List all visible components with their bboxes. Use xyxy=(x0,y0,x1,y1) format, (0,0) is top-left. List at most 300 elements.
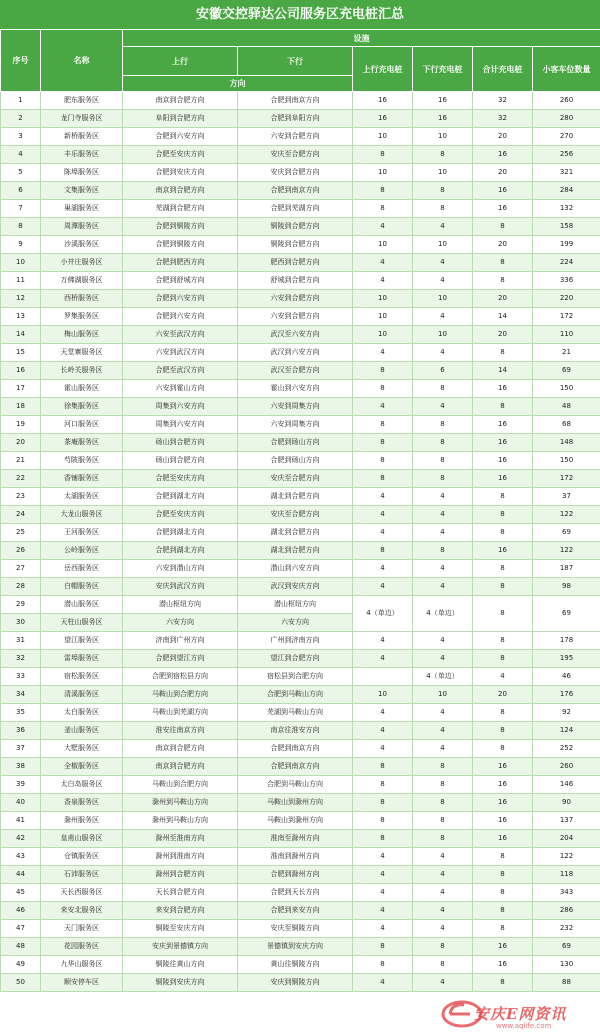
row-name: 九华山服务区 xyxy=(41,956,123,974)
row-parking: 178 xyxy=(533,632,600,650)
row-parking: 118 xyxy=(533,866,600,884)
row-parking: 336 xyxy=(533,272,600,290)
row-down-direction: 合肥到滁州方向 xyxy=(238,866,353,884)
row-name: 香泉服务区 xyxy=(41,794,123,812)
row-parking: 122 xyxy=(533,542,600,560)
row-down-chargers: 8 xyxy=(413,182,473,200)
row-parking: 150 xyxy=(533,380,600,398)
row-seq: 35 xyxy=(1,704,41,722)
row-seq: 6 xyxy=(1,182,41,200)
table-row xyxy=(1,524,600,542)
row-name: 巢湖服务区 xyxy=(41,200,123,218)
row-total-chargers: 16 xyxy=(473,956,533,974)
row-name: 太白岛服务区 xyxy=(41,776,123,794)
row-up-chargers: 4 xyxy=(353,344,413,362)
row-up-chargers: 4 xyxy=(353,254,413,272)
table-row xyxy=(1,974,600,992)
table-body xyxy=(1,92,600,992)
row-name: 雷埠服务区 xyxy=(41,650,123,668)
table-row xyxy=(1,776,600,794)
row-down-direction: 合肥到阜阳方向 xyxy=(238,110,353,128)
row-down-chargers: 8 xyxy=(413,416,473,434)
row-seq: 36 xyxy=(1,722,41,740)
row-total-chargers: 14 xyxy=(473,362,533,380)
row-seq: 44 xyxy=(1,866,41,884)
row-down-chargers: 10 xyxy=(413,236,473,254)
row-down-direction: 湖北到合肥方向 xyxy=(238,488,353,506)
row-down-chargers: 8 xyxy=(413,200,473,218)
row-seq: 49 xyxy=(1,956,41,974)
row-parking: 270 xyxy=(533,128,600,146)
row-down-direction: 合肥到天长方向 xyxy=(238,884,353,902)
row-up-chargers: 4 xyxy=(353,866,413,884)
row-total-chargers: 16 xyxy=(473,938,533,956)
watermark-logo-icon xyxy=(440,997,484,1031)
row-down-chargers: 4 xyxy=(413,920,473,938)
table-row xyxy=(1,308,600,326)
table-row xyxy=(1,200,600,218)
row-total-chargers: 20 xyxy=(473,290,533,308)
table-row xyxy=(1,632,600,650)
row-up-chargers: 4 xyxy=(353,560,413,578)
row-down-chargers: 4（单边） xyxy=(413,596,473,632)
row-up-chargers: 4 xyxy=(353,398,413,416)
row-parking: 68 xyxy=(533,416,600,434)
watermark-text: 安庆E网资讯 xyxy=(474,1005,567,1023)
row-up-direction: 合肥到六安方向 xyxy=(123,308,238,326)
row-down-chargers: 8 xyxy=(413,956,473,974)
row-down-chargers: 4 xyxy=(413,398,473,416)
row-total-chargers: 8 xyxy=(473,740,533,758)
row-total-chargers: 16 xyxy=(473,434,533,452)
row-parking: 260 xyxy=(533,92,600,110)
row-name: 仓镇服务区 xyxy=(41,848,123,866)
row-up-chargers: 10 xyxy=(353,326,413,344)
row-seq: 26 xyxy=(1,542,41,560)
row-down-chargers: 4 xyxy=(413,866,473,884)
row-down-chargers: 4 xyxy=(413,578,473,596)
row-seq: 11 xyxy=(1,272,41,290)
row-seq: 10 xyxy=(1,254,41,272)
row-parking: 172 xyxy=(533,308,600,326)
row-up-direction: 合肥到湖北方向 xyxy=(123,524,238,542)
row-parking: 69 xyxy=(533,524,600,542)
row-up-chargers: 8 xyxy=(353,812,413,830)
row-down-direction: 安庆至合肥方向 xyxy=(238,146,353,164)
row-up-chargers xyxy=(353,668,413,686)
table-row xyxy=(1,488,600,506)
row-parking: 69 xyxy=(533,362,600,380)
header-name: 名称 xyxy=(41,30,123,92)
row-up-direction: 六安到武汉方向 xyxy=(123,344,238,362)
row-up-chargers: 10 xyxy=(353,128,413,146)
row-parking: 146 xyxy=(533,776,600,794)
row-seq: 13 xyxy=(1,308,41,326)
row-total-chargers: 16 xyxy=(473,794,533,812)
row-name: 白帽服务区 xyxy=(41,578,123,596)
table-row xyxy=(1,902,600,920)
row-up-direction: 六安到潜山方向 xyxy=(123,560,238,578)
row-down-chargers: 6 xyxy=(413,362,473,380)
table-row xyxy=(1,542,600,560)
row-up-direction: 合肥到望江方向 xyxy=(123,650,238,668)
row-name: 陈埠服务区 xyxy=(41,164,123,182)
row-name: 霍山服务区 xyxy=(41,380,123,398)
row-down-direction: 湖北到合肥方向 xyxy=(238,542,353,560)
row-parking: 187 xyxy=(533,560,600,578)
row-down-direction: 景德镇到安庆方向 xyxy=(238,938,353,956)
row-seq: 24 xyxy=(1,506,41,524)
row-down-chargers: 8 xyxy=(413,146,473,164)
row-parking: 343 xyxy=(533,884,600,902)
row-up-direction: 南京到合肥方向 xyxy=(123,740,238,758)
table-row xyxy=(1,848,600,866)
row-down-chargers: 4 xyxy=(413,848,473,866)
row-down-chargers: 4 xyxy=(413,272,473,290)
row-up-chargers: 8 xyxy=(353,758,413,776)
row-down-direction: 武汉到安庆方向 xyxy=(238,578,353,596)
row-total-chargers: 8 xyxy=(473,506,533,524)
row-total-chargers: 8 xyxy=(473,272,533,290)
row-down-chargers: 4 xyxy=(413,902,473,920)
row-name: 河口服务区 xyxy=(41,416,123,434)
row-parking: 176 xyxy=(533,686,600,704)
row-name: 周潭服务区 xyxy=(41,218,123,236)
row-up-chargers: 8 xyxy=(353,470,413,488)
table-row xyxy=(1,110,600,128)
row-up-direction: 合肥到铜陵方向 xyxy=(123,236,238,254)
row-down-direction: 安庆到合肥方向 xyxy=(238,164,353,182)
row-down-direction: 淮南至滁州方向 xyxy=(238,830,353,848)
row-seq: 1 xyxy=(1,92,41,110)
table-row xyxy=(1,92,600,110)
row-total-chargers: 16 xyxy=(473,416,533,434)
row-down-chargers: 4（单边） xyxy=(413,668,473,686)
row-seq: 39 xyxy=(1,776,41,794)
row-total-chargers: 16 xyxy=(473,200,533,218)
row-total-chargers: 14 xyxy=(473,308,533,326)
row-up-chargers: 8 xyxy=(353,956,413,974)
table-row xyxy=(1,218,600,236)
row-down-direction: 安庆至合肥方向 xyxy=(238,506,353,524)
row-down-chargers: 4 xyxy=(413,560,473,578)
row-name: 太湖服务区 xyxy=(41,488,123,506)
row-down-chargers: 10 xyxy=(413,326,473,344)
row-total-chargers: 8 xyxy=(473,596,533,632)
row-name: 王河服务区 xyxy=(41,524,123,542)
table-row xyxy=(1,596,600,614)
row-up-direction: 合肥到安庆方向 xyxy=(123,164,238,182)
row-up-direction: 合肥到肥西方向 xyxy=(123,254,238,272)
row-down-direction: 望江到合肥方向 xyxy=(238,650,353,668)
row-seq: 17 xyxy=(1,380,41,398)
row-parking: 321 xyxy=(533,164,600,182)
row-down-chargers: 10 xyxy=(413,164,473,182)
row-name: 大墅服务区 xyxy=(41,740,123,758)
row-seq: 19 xyxy=(1,416,41,434)
row-down-direction: 南京往淮安方向 xyxy=(238,722,353,740)
row-seq: 46 xyxy=(1,902,41,920)
row-total-chargers: 8 xyxy=(473,704,533,722)
row-seq: 30 xyxy=(1,614,41,632)
row-down-direction: 安庆至合肥方向 xyxy=(238,470,353,488)
table-row xyxy=(1,758,600,776)
row-seq: 18 xyxy=(1,398,41,416)
row-seq: 16 xyxy=(1,362,41,380)
row-up-chargers: 4 xyxy=(353,848,413,866)
row-parking: 137 xyxy=(533,812,600,830)
row-down-direction: 武汉到六安方向 xyxy=(238,344,353,362)
row-parking: 260 xyxy=(533,758,600,776)
row-down-direction: 马鞍山到滁州方向 xyxy=(238,794,353,812)
row-name: 天长西服务区 xyxy=(41,884,123,902)
row-name: 芍陂服务区 xyxy=(41,452,123,470)
row-up-direction: 砀山到合肥方向 xyxy=(123,434,238,452)
row-up-chargers: 4 xyxy=(353,218,413,236)
row-name: 西桥服务区 xyxy=(41,290,123,308)
row-parking: 98 xyxy=(533,578,600,596)
row-total-chargers: 20 xyxy=(473,686,533,704)
row-seq: 47 xyxy=(1,920,41,938)
row-parking: 150 xyxy=(533,452,600,470)
row-parking: 172 xyxy=(533,470,600,488)
row-down-chargers: 16 xyxy=(413,110,473,128)
row-seq: 12 xyxy=(1,290,41,308)
row-down-direction: 霍山到六安方向 xyxy=(238,380,353,398)
row-total-chargers: 16 xyxy=(473,542,533,560)
row-name: 天柱山服务区 xyxy=(41,614,123,632)
row-down-direction: 潜山枢纽方向 xyxy=(238,596,353,614)
row-down-direction: 六安到合肥方向 xyxy=(238,290,353,308)
row-total-chargers: 8 xyxy=(473,848,533,866)
table-row xyxy=(1,668,600,686)
row-name: 石沛服务区 xyxy=(41,866,123,884)
charging-pile-table xyxy=(0,29,600,992)
table-row xyxy=(1,506,600,524)
table-row xyxy=(1,704,600,722)
header-up-chargers: 上行充电桩 xyxy=(353,47,413,92)
row-up-direction: 济南到广州方向 xyxy=(123,632,238,650)
table-row xyxy=(1,164,600,182)
row-seq: 45 xyxy=(1,884,41,902)
row-parking: 122 xyxy=(533,506,600,524)
row-total-chargers: 8 xyxy=(473,920,533,938)
row-name: 天堂寨服务区 xyxy=(41,344,123,362)
row-down-direction: 武汉至合肥方向 xyxy=(238,362,353,380)
row-up-chargers: 8 xyxy=(353,794,413,812)
row-down-chargers: 8 xyxy=(413,434,473,452)
row-seq: 50 xyxy=(1,974,41,992)
row-parking: 252 xyxy=(533,740,600,758)
row-up-direction: 合肥到铜陵方向 xyxy=(123,218,238,236)
table-row xyxy=(1,344,600,362)
row-down-chargers: 4 xyxy=(413,344,473,362)
table-row xyxy=(1,452,600,470)
row-up-direction: 滁州至淮南方向 xyxy=(123,830,238,848)
row-down-chargers: 10 xyxy=(413,686,473,704)
row-down-chargers: 8 xyxy=(413,794,473,812)
row-parking: 284 xyxy=(533,182,600,200)
row-down-chargers: 4 xyxy=(413,524,473,542)
row-parking: 92 xyxy=(533,704,600,722)
header-up: 上行 xyxy=(123,47,238,76)
row-up-direction: 来安到合肥方向 xyxy=(123,902,238,920)
row-up-chargers: 4 xyxy=(353,722,413,740)
row-down-direction: 合肥到来安方向 xyxy=(238,902,353,920)
row-up-chargers: 4 xyxy=(353,506,413,524)
table-row xyxy=(1,272,600,290)
row-up-direction: 合肥至安庆方向 xyxy=(123,470,238,488)
row-down-chargers: 4 xyxy=(413,632,473,650)
row-up-chargers: 4 xyxy=(353,650,413,668)
row-total-chargers: 20 xyxy=(473,164,533,182)
row-up-direction: 潜山枢纽方向 xyxy=(123,596,238,614)
row-up-chargers: 4（单边） xyxy=(353,596,413,632)
row-total-chargers: 20 xyxy=(473,236,533,254)
row-down-chargers: 8 xyxy=(413,776,473,794)
row-up-direction: 合肥到六安方向 xyxy=(123,128,238,146)
row-total-chargers: 8 xyxy=(473,254,533,272)
row-down-direction: 六安到合肥方向 xyxy=(238,128,353,146)
row-total-chargers: 8 xyxy=(473,398,533,416)
row-down-chargers: 4 xyxy=(413,308,473,326)
row-seq: 3 xyxy=(1,128,41,146)
row-up-direction: 六安方向 xyxy=(123,614,238,632)
row-up-chargers: 10 xyxy=(353,236,413,254)
table-row xyxy=(1,146,600,164)
row-total-chargers: 8 xyxy=(473,650,533,668)
row-down-direction: 宿松县到合肥方向 xyxy=(238,668,353,686)
row-down-chargers: 8 xyxy=(413,758,473,776)
row-seq: 25 xyxy=(1,524,41,542)
row-up-direction: 南京到合肥方向 xyxy=(123,182,238,200)
row-parking: 204 xyxy=(533,830,600,848)
row-down-chargers: 4 xyxy=(413,254,473,272)
row-down-direction: 合肥到砀山方向 xyxy=(238,452,353,470)
row-up-chargers: 4 xyxy=(353,902,413,920)
row-seq: 28 xyxy=(1,578,41,596)
row-up-chargers: 8 xyxy=(353,434,413,452)
header-down-chargers: 下行充电桩 xyxy=(413,47,473,92)
row-up-chargers: 8 xyxy=(353,830,413,848)
row-down-direction: 舒城到合肥方向 xyxy=(238,272,353,290)
row-down-direction: 广州到济南方向 xyxy=(238,632,353,650)
row-down-chargers: 4 xyxy=(413,974,473,992)
row-name: 长岭关服务区 xyxy=(41,362,123,380)
row-up-direction: 南京到合肥方向 xyxy=(123,758,238,776)
table-row xyxy=(1,236,600,254)
row-seq: 33 xyxy=(1,668,41,686)
row-down-direction: 六安到合肥方向 xyxy=(238,308,353,326)
row-name: 公岭服务区 xyxy=(41,542,123,560)
row-name: 万佛湖服务区 xyxy=(41,272,123,290)
watermark-url: www.aqlife.com xyxy=(496,1022,552,1030)
row-up-chargers: 8 xyxy=(353,542,413,560)
row-up-chargers: 4 xyxy=(353,578,413,596)
row-parking: 220 xyxy=(533,290,600,308)
row-total-chargers: 20 xyxy=(473,326,533,344)
row-up-chargers: 8 xyxy=(353,416,413,434)
row-down-direction: 安庆至铜陵方向 xyxy=(238,920,353,938)
row-up-chargers: 8 xyxy=(353,362,413,380)
row-name: 小井庄服务区 xyxy=(41,254,123,272)
row-up-direction: 周集到六安方向 xyxy=(123,416,238,434)
table-row xyxy=(1,470,600,488)
row-up-chargers: 4 xyxy=(353,632,413,650)
row-up-chargers: 4 xyxy=(353,974,413,992)
row-total-chargers: 8 xyxy=(473,560,533,578)
row-parking: 280 xyxy=(533,110,600,128)
row-down-chargers: 4 xyxy=(413,506,473,524)
row-parking: 224 xyxy=(533,254,600,272)
row-total-chargers: 8 xyxy=(473,524,533,542)
row-down-direction: 合肥到芜湖方向 xyxy=(238,200,353,218)
row-name: 新桥服务区 xyxy=(41,128,123,146)
row-parking: 158 xyxy=(533,218,600,236)
row-total-chargers: 16 xyxy=(473,830,533,848)
row-name: 天门服务区 xyxy=(41,920,123,938)
row-seq: 31 xyxy=(1,632,41,650)
row-seq: 20 xyxy=(1,434,41,452)
row-up-chargers: 8 xyxy=(353,938,413,956)
row-up-direction: 砀山到合肥方向 xyxy=(123,452,238,470)
row-seq: 41 xyxy=(1,812,41,830)
row-name: 大龙山服务区 xyxy=(41,506,123,524)
row-total-chargers: 16 xyxy=(473,470,533,488)
row-up-direction: 合肥到舒城方向 xyxy=(123,272,238,290)
row-name: 来安北服务区 xyxy=(41,902,123,920)
row-total-chargers: 8 xyxy=(473,632,533,650)
row-seq: 48 xyxy=(1,938,41,956)
row-down-chargers: 4 xyxy=(413,704,473,722)
row-up-direction: 合肥到湖北方向 xyxy=(123,488,238,506)
row-total-chargers: 16 xyxy=(473,452,533,470)
row-total-chargers: 32 xyxy=(473,92,533,110)
row-name: 滁州服务区 xyxy=(41,812,123,830)
row-up-chargers: 4 xyxy=(353,920,413,938)
row-down-direction: 六安到周集方向 xyxy=(238,416,353,434)
row-down-chargers: 8 xyxy=(413,830,473,848)
row-parking: 48 xyxy=(533,398,600,416)
row-up-chargers: 8 xyxy=(353,146,413,164)
table-row xyxy=(1,254,600,272)
table-row xyxy=(1,398,600,416)
row-up-direction: 合肥至安庆方向 xyxy=(123,506,238,524)
row-name: 清溪服务区 xyxy=(41,686,123,704)
row-up-direction: 六安至武汉方向 xyxy=(123,326,238,344)
row-total-chargers: 16 xyxy=(473,758,533,776)
row-seq: 27 xyxy=(1,560,41,578)
row-total-chargers: 8 xyxy=(473,974,533,992)
row-seq: 7 xyxy=(1,200,41,218)
table-row xyxy=(1,740,600,758)
watermark xyxy=(440,993,600,1035)
row-up-direction: 六安到霍山方向 xyxy=(123,380,238,398)
row-name: 梅山服务区 xyxy=(41,326,123,344)
header-facilities: 设施 xyxy=(123,30,600,47)
row-total-chargers: 20 xyxy=(473,128,533,146)
row-total-chargers: 16 xyxy=(473,812,533,830)
row-name: 罗集服务区 xyxy=(41,308,123,326)
row-down-direction: 合肥到南京方向 xyxy=(238,182,353,200)
row-seq: 42 xyxy=(1,830,41,848)
row-up-direction: 阜阳到合肥方向 xyxy=(123,110,238,128)
row-parking: 69 xyxy=(533,596,600,632)
row-up-direction: 安庆到武汉方向 xyxy=(123,578,238,596)
row-up-direction: 铜陵到安庆方向 xyxy=(123,974,238,992)
row-name: 丰乐服务区 xyxy=(41,146,123,164)
row-seq: 4 xyxy=(1,146,41,164)
